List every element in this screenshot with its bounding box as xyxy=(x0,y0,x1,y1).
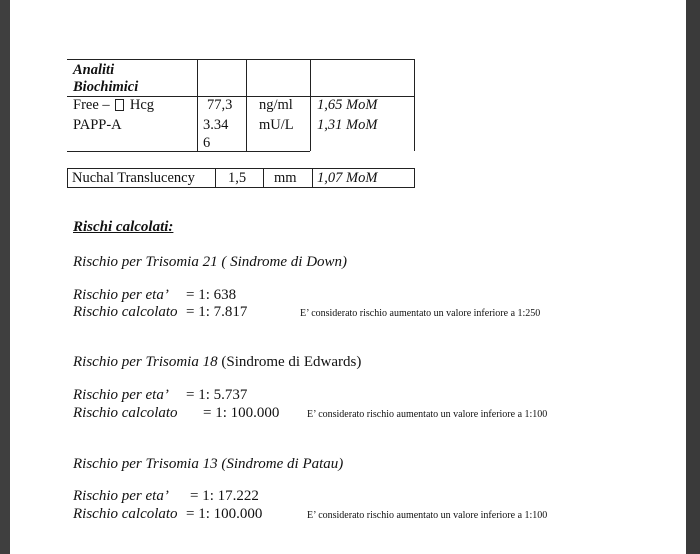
risks-heading: Rischi calcolati: xyxy=(73,219,174,235)
risk-threshold-note: E’ considerato rischio aumentato un valore inferiore a 1:100 xyxy=(307,510,548,521)
section-title-trisomy21: Rischio per Trisomia 21 ( Sindrome di Down) xyxy=(73,254,348,270)
calc-risk-label: Rischio calcolato xyxy=(73,405,178,421)
age-risk-row xyxy=(73,488,259,505)
age-risk-value: = 1: 5.737 xyxy=(186,387,248,403)
analyte-value: 77,3 xyxy=(207,97,233,113)
analyte-value-line1: 3.34 xyxy=(203,117,229,133)
calc-risk-label: Rischio calcolato xyxy=(73,304,178,320)
analyte-unit: mU/L xyxy=(259,117,294,133)
analyte-mom: 1,65 MoM xyxy=(317,97,378,113)
table-header-line1: Analiti xyxy=(73,62,115,78)
section-title-trisomy18: Rischio per Trisomia 18 (Sindrome di Edwards) xyxy=(73,354,362,370)
calc-risk-value: = 1: 100.000 xyxy=(203,405,280,421)
nuchal-unit: mm xyxy=(274,170,297,186)
age-risk-row xyxy=(73,387,248,404)
viewer-right-margin xyxy=(686,0,700,554)
calc-risk-row xyxy=(73,506,263,523)
analyte-value-line2: 6 xyxy=(203,135,211,151)
table-header-line2: Biochimici xyxy=(73,79,139,95)
analyte-mom: 1,31 MoM xyxy=(317,117,378,133)
analyte-unit: ng/ml xyxy=(259,97,293,113)
risk-threshold-note: E’ considerato rischio aumentato un valore inferiore a 1:250 xyxy=(300,308,541,319)
viewer-left-margin xyxy=(0,0,10,554)
missing-glyph-icon xyxy=(115,99,124,111)
nuchal-value: 1,5 xyxy=(228,170,247,186)
risk-threshold-note: E’ considerato rischio aumentato un valore inferiore a 1:100 xyxy=(307,409,548,420)
analyte-name-free-hcg: Free – Hcg xyxy=(73,97,155,113)
age-risk-label: Rischio per eta’ xyxy=(73,488,169,504)
document-page xyxy=(10,0,686,554)
age-risk-label: Rischio per eta’ xyxy=(73,287,169,303)
age-risk-value: = 1: 638 xyxy=(186,287,237,303)
section-title-trisomy13: Rischio per Trisomia 13 (Sindrome di Patau) xyxy=(73,456,344,472)
age-risk-row xyxy=(73,287,237,304)
calc-risk-value: = 1: 7.817 xyxy=(186,304,248,320)
age-risk-value: = 1: 17.222 xyxy=(190,488,259,504)
age-risk-label: Rischio per eta’ xyxy=(73,387,169,403)
calc-risk-row xyxy=(73,405,280,422)
calc-risk-value: = 1: 100.000 xyxy=(186,506,263,522)
calc-risk-label: Rischio calcolato xyxy=(73,506,178,522)
nuchal-label: Nuchal Translucency xyxy=(72,170,195,186)
nuchal-mom: 1,07 MoM xyxy=(317,170,378,186)
analyte-name-papp-a: PAPP-A xyxy=(73,117,122,133)
calc-risk-row xyxy=(73,304,248,321)
